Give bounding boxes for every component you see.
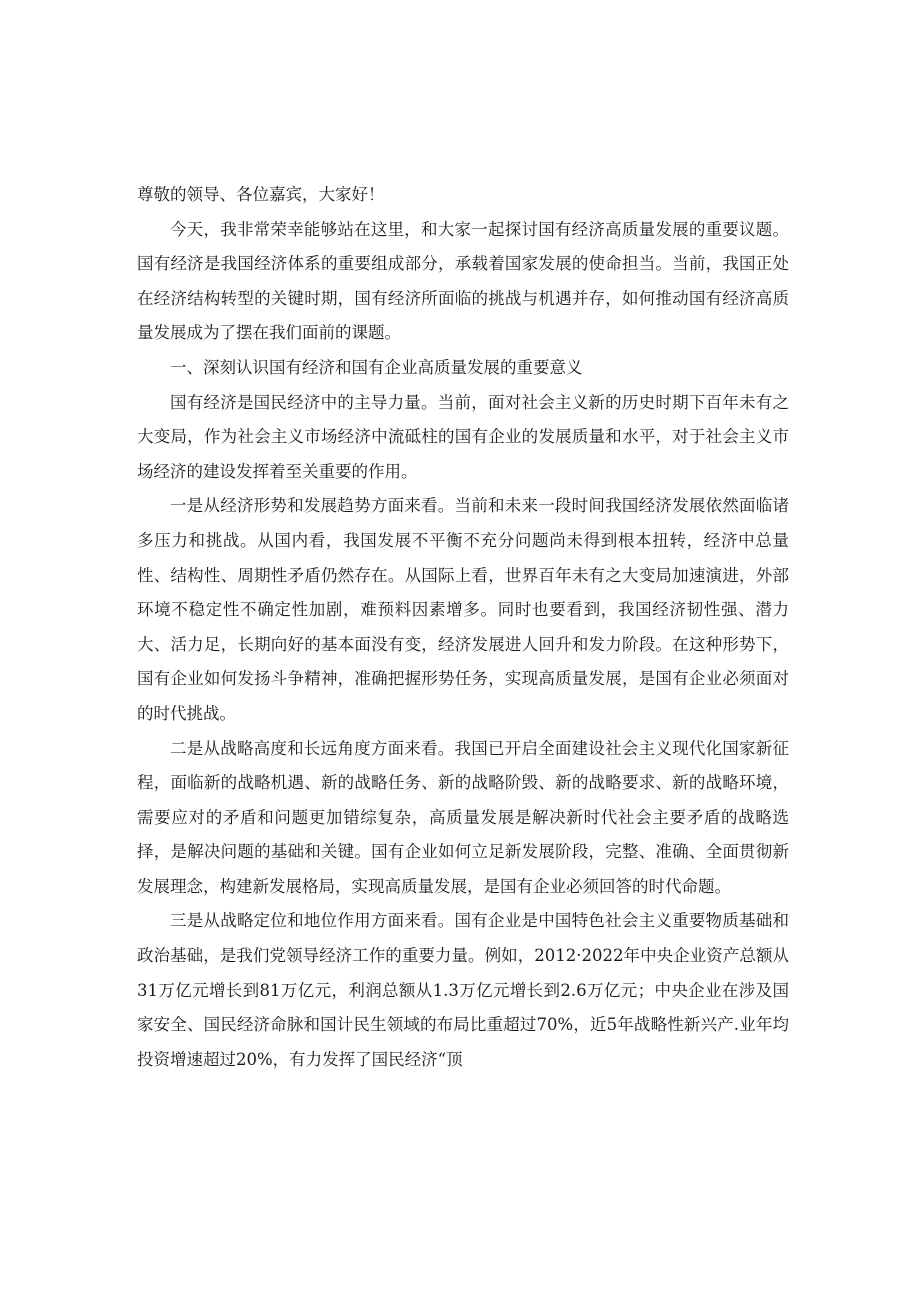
point-three-paragraph: 三是从战略定位和地位作用方面来看。国有企业是中国特色社会主义重要物质基础和政治基础，是我们党领导经济工作的重要力量。例如，2012·2022年中央企业资产总额从31万亿元增长到81万亿元，利润总额从1.3万亿元增长到2.6万亿元；中央企业在涉及国家安全、国民经济命脉和国计民生领域的布局比重超过70%，近5年战略性新兴产.业年均投资增速超过20%，有力发挥了国民经济“顶 <box>137 911 789 1069</box>
speech-text <box>137 178 789 1077</box>
point-one-paragraph: 一是从经济形势和发展趋势方面来看。当前和未来一段时间我国经济发展依然面临诸多压力和挑战。从国内看，我国发展不平衡不充分问题尚未得到根本扭转，经济中总量性、结构性、周期性矛盾仍然存在。从国际上看，世界百年未有之大变局加速演进，外部环境不稳定性不确定性加剧，难预料因素增多。同时也要看到，我国经济韧性强、潜力大、活力足，长期向好的基本面没有变，经济发展进人回升和发力阶段。在这种形势下，国有企业如何发扬斗争精神，准确把握形势任务，实现高质量发展，是国有企业必须面对的时代挑战。 <box>137 496 789 723</box>
section-paragraph: 国有经济是国民经济中的主导力量。当前，面对社会主义新的历史时期下百年未有之大变局，作为社会主义市场经济中流砥柱的国有企业的发展质量和水平，对于社会主义市场经济的建设发挥着至关重要的作用。 <box>137 392 789 481</box>
greeting-line: 尊敬的领导、各位嘉宾，大家好！ <box>137 185 385 204</box>
section-heading: 一、深刻认识国有经济和国有企业高质量发展的重要意义 <box>170 357 583 377</box>
intro-paragraph: 今天，我非常荣幸能够站在这里，和大家一起探讨国有经济高质量发展的重要议题。国有经济是我国经济体系的重要组成部分，承载着国家发展的使命担当。当前，我国正处在经济结构转型的关键时期，国有经济所面临的挑战与机遇并存，如何推动国有经济高质量发展成为了摆在我们面前的课题。 <box>137 219 789 343</box>
point-two-paragraph: 二是从战略高度和长远角度方面来看。我国已开启全面建设社会主义现代化国家新征程，面临新的战略机遇、新的战略任务、新的战略阶毁、新的战略要求、新的战略环境，需要应对的矛盾和问题更加错综复杂，高质量发展是解决新时代社会主要矛盾的战略选择，是解决问题的基础和关键。国有企业如何立足新发展阶段，完整、准确、全面贯彻新发展理念，构建新发展格局，实现高质量发展，是国有企业必须回答的时代命题。 <box>137 738 789 896</box>
